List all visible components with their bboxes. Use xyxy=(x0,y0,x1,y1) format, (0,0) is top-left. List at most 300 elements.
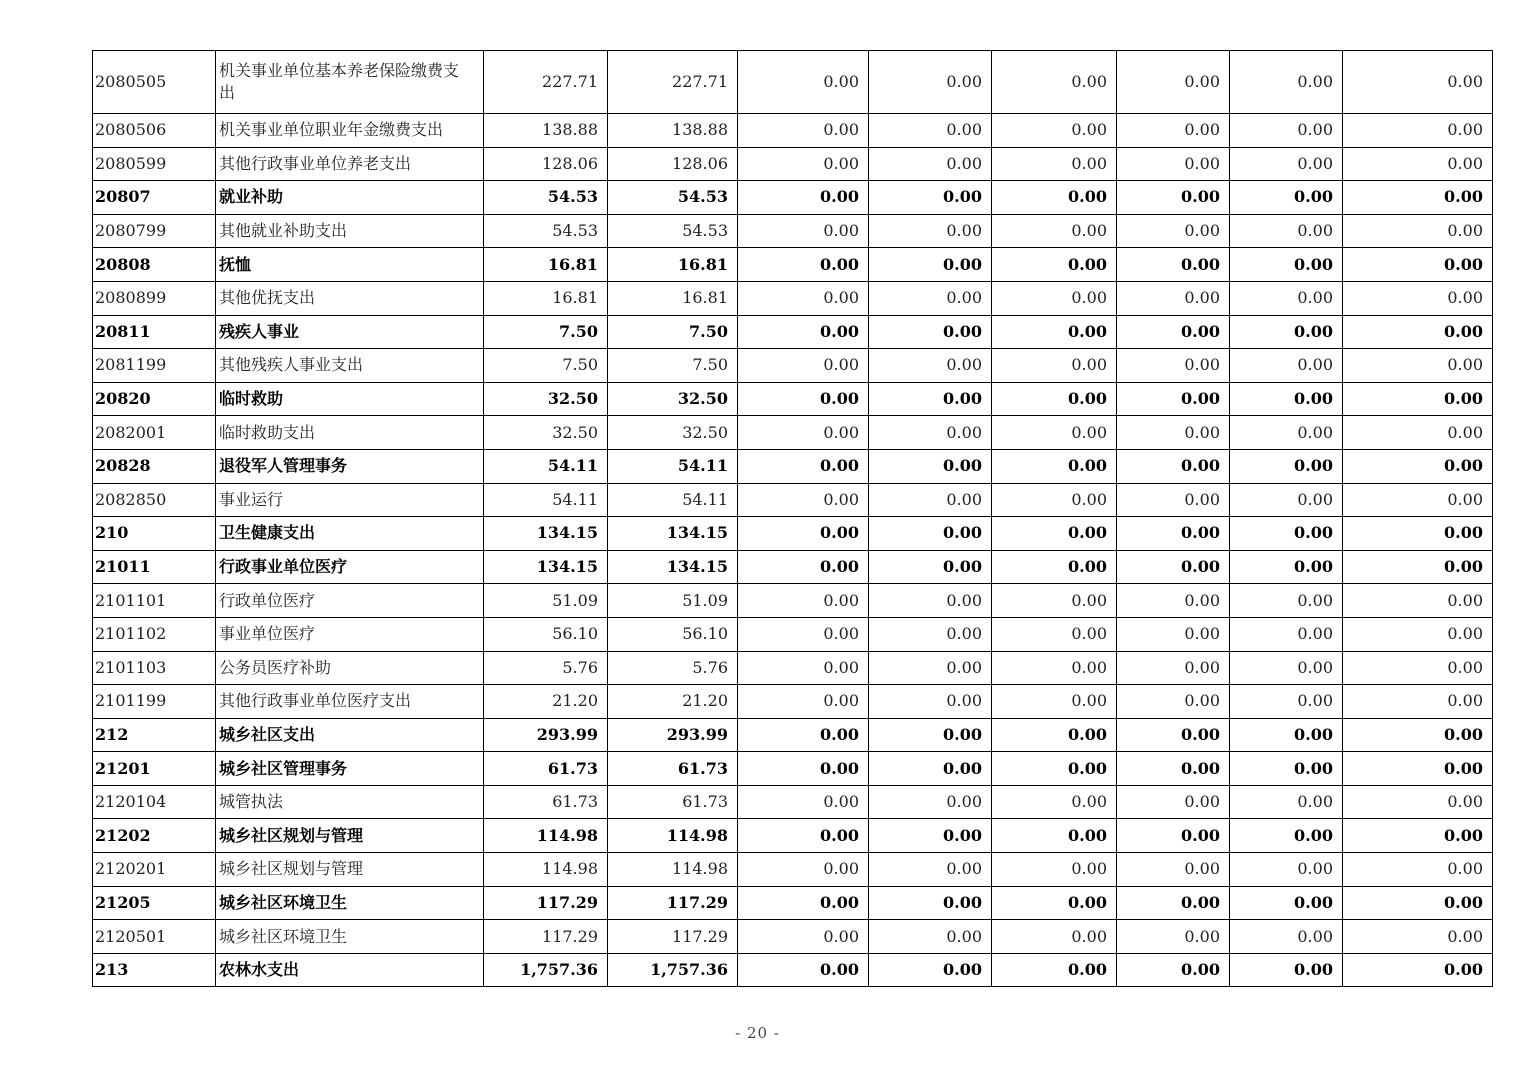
amount-cell: 61.73 xyxy=(608,785,738,819)
amount-cell: 0.00 xyxy=(1230,752,1343,786)
table-row xyxy=(93,785,1493,819)
amount-cell: 0.00 xyxy=(1117,517,1230,551)
amount-cell: 0.00 xyxy=(1230,718,1343,752)
amount-cell: 0.00 xyxy=(992,617,1117,651)
subject-code-cell: 210 xyxy=(93,517,216,551)
subject-name-cell: 就业补助 xyxy=(216,181,484,215)
amount-cell: 54.11 xyxy=(484,449,608,483)
amount-cell: 0.00 xyxy=(1230,584,1343,618)
table-row xyxy=(93,550,1493,584)
subject-code-cell: 213 xyxy=(93,953,216,987)
amount-cell: 0.00 xyxy=(992,214,1117,248)
amount-cell: 0.00 xyxy=(869,953,992,987)
subject-name-cell: 城乡社区环境卫生 xyxy=(216,920,484,954)
amount-cell: 0.00 xyxy=(1343,214,1493,248)
amount-cell: 21.20 xyxy=(608,685,738,719)
table-row xyxy=(93,315,1493,349)
amount-cell: 0.00 xyxy=(738,147,869,181)
amount-cell: 0.00 xyxy=(738,349,869,383)
table-row xyxy=(93,449,1493,483)
amount-cell: 0.00 xyxy=(1343,181,1493,215)
subject-code-cell: 21202 xyxy=(93,819,216,853)
amount-cell: 0.00 xyxy=(1343,953,1493,987)
amount-cell: 293.99 xyxy=(608,718,738,752)
amount-cell: 0.00 xyxy=(869,382,992,416)
amount-cell: 0.00 xyxy=(738,853,869,887)
subject-code-cell: 20828 xyxy=(93,449,216,483)
subject-code-cell: 2101101 xyxy=(93,584,216,618)
amount-cell: 0.00 xyxy=(1343,349,1493,383)
subject-name-cell: 残疾人事业 xyxy=(216,315,484,349)
amount-cell: 0.00 xyxy=(1343,449,1493,483)
amount-cell: 0.00 xyxy=(738,281,869,315)
amount-cell: 0.00 xyxy=(738,886,869,920)
subject-name-cell: 卫生健康支出 xyxy=(216,517,484,551)
subject-name-cell: 城乡社区支出 xyxy=(216,718,484,752)
amount-cell: 134.15 xyxy=(608,517,738,551)
amount-cell: 0.00 xyxy=(992,483,1117,517)
amount-cell: 0.00 xyxy=(1230,382,1343,416)
subject-code-cell: 21201 xyxy=(93,752,216,786)
amount-cell: 114.98 xyxy=(608,819,738,853)
amount-cell: 0.00 xyxy=(738,718,869,752)
amount-cell: 117.29 xyxy=(608,920,738,954)
amount-cell: 0.00 xyxy=(1343,752,1493,786)
page-number: - 20 - xyxy=(735,1024,780,1042)
amount-cell: 54.53 xyxy=(484,181,608,215)
amount-cell: 54.11 xyxy=(608,483,738,517)
amount-cell: 0.00 xyxy=(992,920,1117,954)
subject-name-cell: 事业单位医疗 xyxy=(216,617,484,651)
amount-cell: 0.00 xyxy=(1343,114,1493,148)
amount-cell: 128.06 xyxy=(484,147,608,181)
table-row xyxy=(93,651,1493,685)
amount-cell: 61.73 xyxy=(484,752,608,786)
subject-code-cell: 212 xyxy=(93,718,216,752)
amount-cell: 0.00 xyxy=(992,51,1117,114)
table-row xyxy=(93,382,1493,416)
amount-cell: 32.50 xyxy=(608,382,738,416)
subject-name-cell: 其他行政事业单位养老支出 xyxy=(216,147,484,181)
amount-cell: 0.00 xyxy=(1343,550,1493,584)
subject-code-cell: 20808 xyxy=(93,248,216,282)
amount-cell: 0.00 xyxy=(869,114,992,148)
amount-cell: 0.00 xyxy=(992,517,1117,551)
amount-cell: 0.00 xyxy=(738,584,869,618)
amount-cell: 0.00 xyxy=(1117,248,1230,282)
amount-cell: 0.00 xyxy=(869,248,992,282)
amount-cell: 0.00 xyxy=(1117,584,1230,618)
table-row xyxy=(93,819,1493,853)
amount-cell: 0.00 xyxy=(1230,920,1343,954)
amount-cell: 0.00 xyxy=(1230,651,1343,685)
subject-name-cell: 行政单位医疗 xyxy=(216,584,484,618)
amount-cell: 0.00 xyxy=(1117,51,1230,114)
amount-cell: 128.06 xyxy=(608,147,738,181)
amount-cell: 1,757.36 xyxy=(608,953,738,987)
subject-name-cell: 抚恤 xyxy=(216,248,484,282)
amount-cell: 0.00 xyxy=(1343,51,1493,114)
amount-cell: 7.50 xyxy=(484,349,608,383)
amount-cell: 227.71 xyxy=(484,51,608,114)
amount-cell: 0.00 xyxy=(869,416,992,450)
table-row xyxy=(93,483,1493,517)
amount-cell: 0.00 xyxy=(992,685,1117,719)
amount-cell: 0.00 xyxy=(1117,953,1230,987)
subject-code-cell: 20807 xyxy=(93,181,216,215)
amount-cell: 0.00 xyxy=(992,651,1117,685)
amount-cell: 0.00 xyxy=(1230,819,1343,853)
amount-cell: 0.00 xyxy=(1343,281,1493,315)
amount-cell: 0.00 xyxy=(1117,785,1230,819)
amount-cell: 0.00 xyxy=(1230,114,1343,148)
amount-cell: 16.81 xyxy=(608,281,738,315)
subject-name-cell: 其他行政事业单位医疗支出 xyxy=(216,685,484,719)
subject-code-cell: 2080599 xyxy=(93,147,216,181)
amount-cell: 0.00 xyxy=(992,449,1117,483)
amount-cell: 61.73 xyxy=(484,785,608,819)
amount-cell: 0.00 xyxy=(992,248,1117,282)
amount-cell: 0.00 xyxy=(1230,281,1343,315)
amount-cell: 0.00 xyxy=(1117,685,1230,719)
table-row xyxy=(93,147,1493,181)
subject-name-cell: 退役军人管理事务 xyxy=(216,449,484,483)
amount-cell: 0.00 xyxy=(738,953,869,987)
amount-cell: 21.20 xyxy=(484,685,608,719)
amount-cell: 227.71 xyxy=(608,51,738,114)
subject-name-cell: 其他就业补助支出 xyxy=(216,214,484,248)
amount-cell: 0.00 xyxy=(1230,349,1343,383)
table-row xyxy=(93,349,1493,383)
amount-cell: 51.09 xyxy=(484,584,608,618)
amount-cell: 0.00 xyxy=(738,416,869,450)
amount-cell: 56.10 xyxy=(484,617,608,651)
table-row xyxy=(93,51,1493,114)
subject-name-cell: 行政事业单位医疗 xyxy=(216,550,484,584)
amount-cell: 0.00 xyxy=(1230,315,1343,349)
table-row xyxy=(93,181,1493,215)
table-row xyxy=(93,584,1493,618)
amount-cell: 0.00 xyxy=(869,181,992,215)
amount-cell: 61.73 xyxy=(608,752,738,786)
amount-cell: 0.00 xyxy=(869,617,992,651)
amount-cell: 0.00 xyxy=(1117,416,1230,450)
subject-name-cell: 城乡社区管理事务 xyxy=(216,752,484,786)
amount-cell: 0.00 xyxy=(1343,483,1493,517)
amount-cell: 0.00 xyxy=(1343,248,1493,282)
amount-cell: 32.50 xyxy=(484,416,608,450)
amount-cell: 5.76 xyxy=(608,651,738,685)
subject-code-cell: 2101103 xyxy=(93,651,216,685)
amount-cell: 51.09 xyxy=(608,584,738,618)
amount-cell: 54.53 xyxy=(484,214,608,248)
amount-cell: 0.00 xyxy=(869,685,992,719)
amount-cell: 0.00 xyxy=(738,685,869,719)
amount-cell: 0.00 xyxy=(992,147,1117,181)
subject-name-cell: 农林水支出 xyxy=(216,953,484,987)
amount-cell: 1,757.36 xyxy=(484,953,608,987)
amount-cell: 54.53 xyxy=(608,181,738,215)
amount-cell: 0.00 xyxy=(1117,920,1230,954)
amount-cell: 0.00 xyxy=(869,51,992,114)
amount-cell: 16.81 xyxy=(484,248,608,282)
amount-cell: 0.00 xyxy=(992,550,1117,584)
amount-cell: 0.00 xyxy=(1343,886,1493,920)
amount-cell: 0.00 xyxy=(992,752,1117,786)
amount-cell: 0.00 xyxy=(1343,147,1493,181)
amount-cell: 0.00 xyxy=(738,382,869,416)
amount-cell: 0.00 xyxy=(1117,819,1230,853)
amount-cell: 7.50 xyxy=(608,315,738,349)
amount-cell: 0.00 xyxy=(1230,785,1343,819)
table-row xyxy=(93,214,1493,248)
amount-cell: 0.00 xyxy=(1343,819,1493,853)
amount-cell: 0.00 xyxy=(992,718,1117,752)
subject-code-cell: 2120201 xyxy=(93,853,216,887)
amount-cell: 0.00 xyxy=(869,349,992,383)
amount-cell: 0.00 xyxy=(1230,517,1343,551)
amount-cell: 0.00 xyxy=(1117,214,1230,248)
amount-cell: 117.29 xyxy=(484,920,608,954)
subject-name-cell: 临时救助支出 xyxy=(216,416,484,450)
amount-cell: 0.00 xyxy=(738,651,869,685)
amount-cell: 0.00 xyxy=(992,785,1117,819)
amount-cell: 0.00 xyxy=(738,483,869,517)
amount-cell: 0.00 xyxy=(1230,853,1343,887)
subject-code-cell: 2080799 xyxy=(93,214,216,248)
amount-cell: 0.00 xyxy=(1343,584,1493,618)
table-row xyxy=(93,114,1493,148)
amount-cell: 0.00 xyxy=(1230,181,1343,215)
amount-cell: 0.00 xyxy=(992,281,1117,315)
amount-cell: 0.00 xyxy=(1117,181,1230,215)
subject-code-cell: 2120104 xyxy=(93,785,216,819)
amount-cell: 0.00 xyxy=(992,315,1117,349)
amount-cell: 0.00 xyxy=(1343,685,1493,719)
amount-cell: 134.15 xyxy=(484,517,608,551)
amount-cell: 0.00 xyxy=(738,617,869,651)
subject-code-cell: 2080506 xyxy=(93,114,216,148)
subject-code-cell: 2080505 xyxy=(93,51,216,114)
amount-cell: 0.00 xyxy=(738,248,869,282)
table-row xyxy=(93,517,1493,551)
amount-cell: 0.00 xyxy=(869,853,992,887)
amount-cell: 0.00 xyxy=(738,449,869,483)
amount-cell: 0.00 xyxy=(1230,51,1343,114)
table-row xyxy=(93,752,1493,786)
amount-cell: 0.00 xyxy=(1117,651,1230,685)
amount-cell: 0.00 xyxy=(738,517,869,551)
table-row xyxy=(93,920,1493,954)
amount-cell: 32.50 xyxy=(608,416,738,450)
amount-cell: 7.50 xyxy=(484,315,608,349)
amount-cell: 117.29 xyxy=(608,886,738,920)
amount-cell: 0.00 xyxy=(992,953,1117,987)
subject-name-cell: 其他残疾人事业支出 xyxy=(216,349,484,383)
amount-cell: 0.00 xyxy=(738,214,869,248)
amount-cell: 0.00 xyxy=(992,819,1117,853)
subject-name-cell: 临时救助 xyxy=(216,382,484,416)
table-row xyxy=(93,718,1493,752)
amount-cell: 0.00 xyxy=(1117,718,1230,752)
table-row xyxy=(93,886,1493,920)
amount-cell: 0.00 xyxy=(869,785,992,819)
subject-code-cell: 2101102 xyxy=(93,617,216,651)
subject-code-cell: 20811 xyxy=(93,315,216,349)
subject-code-cell: 2080899 xyxy=(93,281,216,315)
amount-cell: 0.00 xyxy=(1230,214,1343,248)
table-row xyxy=(93,281,1493,315)
amount-cell: 0.00 xyxy=(992,886,1117,920)
subject-code-cell: 21205 xyxy=(93,886,216,920)
amount-cell: 0.00 xyxy=(738,752,869,786)
subject-name-cell: 其他优抚支出 xyxy=(216,281,484,315)
subject-name-cell: 公务员医疗补助 xyxy=(216,651,484,685)
table-body xyxy=(93,51,1493,987)
amount-cell: 138.88 xyxy=(484,114,608,148)
amount-cell: 0.00 xyxy=(738,181,869,215)
amount-cell: 0.00 xyxy=(869,651,992,685)
table-row xyxy=(93,853,1493,887)
amount-cell: 0.00 xyxy=(738,51,869,114)
amount-cell: 0.00 xyxy=(1117,886,1230,920)
amount-cell: 0.00 xyxy=(869,315,992,349)
subject-name-cell: 机关事业单位职业年金缴费支出 xyxy=(216,114,484,148)
amount-cell: 0.00 xyxy=(1230,416,1343,450)
amount-cell: 0.00 xyxy=(869,920,992,954)
subject-name-cell: 城乡社区环境卫生 xyxy=(216,886,484,920)
amount-cell: 0.00 xyxy=(1343,853,1493,887)
amount-cell: 0.00 xyxy=(869,449,992,483)
subject-name-cell: 城乡社区规划与管理 xyxy=(216,819,484,853)
amount-cell: 0.00 xyxy=(738,920,869,954)
amount-cell: 54.53 xyxy=(608,214,738,248)
subject-code-cell: 2120501 xyxy=(93,920,216,954)
amount-cell: 293.99 xyxy=(484,718,608,752)
amount-cell: 0.00 xyxy=(1230,886,1343,920)
amount-cell: 0.00 xyxy=(1117,550,1230,584)
amount-cell: 0.00 xyxy=(1343,382,1493,416)
amount-cell: 0.00 xyxy=(992,349,1117,383)
amount-cell: 0.00 xyxy=(1117,281,1230,315)
amount-cell: 0.00 xyxy=(869,718,992,752)
amount-cell: 0.00 xyxy=(1230,449,1343,483)
amount-cell: 0.00 xyxy=(1230,147,1343,181)
amount-cell: 0.00 xyxy=(869,214,992,248)
amount-cell: 0.00 xyxy=(869,550,992,584)
amount-cell: 0.00 xyxy=(1117,483,1230,517)
budget-table xyxy=(92,50,1493,987)
amount-cell: 0.00 xyxy=(1117,449,1230,483)
amount-cell: 0.00 xyxy=(738,114,869,148)
subject-code-cell: 2101199 xyxy=(93,685,216,719)
amount-cell: 0.00 xyxy=(1343,617,1493,651)
amount-cell: 0.00 xyxy=(1230,248,1343,282)
amount-cell: 0.00 xyxy=(1117,349,1230,383)
amount-cell: 0.00 xyxy=(1343,517,1493,551)
amount-cell: 114.98 xyxy=(484,819,608,853)
amount-cell: 0.00 xyxy=(869,584,992,618)
amount-cell: 0.00 xyxy=(1230,685,1343,719)
amount-cell: 0.00 xyxy=(1230,617,1343,651)
amount-cell: 0.00 xyxy=(1117,147,1230,181)
amount-cell: 134.15 xyxy=(484,550,608,584)
table-row xyxy=(93,685,1493,719)
amount-cell: 0.00 xyxy=(869,517,992,551)
amount-cell: 0.00 xyxy=(992,382,1117,416)
amount-cell: 16.81 xyxy=(484,281,608,315)
subject-code-cell: 21011 xyxy=(93,550,216,584)
amount-cell: 56.10 xyxy=(608,617,738,651)
amount-cell: 0.00 xyxy=(869,752,992,786)
amount-cell: 0.00 xyxy=(1343,920,1493,954)
amount-cell: 117.29 xyxy=(484,886,608,920)
amount-cell: 0.00 xyxy=(992,416,1117,450)
subject-code-cell: 2082001 xyxy=(93,416,216,450)
amount-cell: 0.00 xyxy=(992,853,1117,887)
amount-cell: 0.00 xyxy=(992,181,1117,215)
amount-cell: 0.00 xyxy=(1343,416,1493,450)
amount-cell: 7.50 xyxy=(608,349,738,383)
table-row xyxy=(93,248,1493,282)
amount-cell: 0.00 xyxy=(1343,718,1493,752)
amount-cell: 0.00 xyxy=(1230,550,1343,584)
amount-cell: 134.15 xyxy=(608,550,738,584)
subject-code-cell: 2081199 xyxy=(93,349,216,383)
amount-cell: 0.00 xyxy=(992,584,1117,618)
amount-cell: 0.00 xyxy=(1117,752,1230,786)
amount-cell: 0.00 xyxy=(869,819,992,853)
table-row xyxy=(93,416,1493,450)
amount-cell: 54.11 xyxy=(608,449,738,483)
amount-cell: 0.00 xyxy=(1117,382,1230,416)
amount-cell: 0.00 xyxy=(1117,853,1230,887)
amount-cell: 0.00 xyxy=(738,785,869,819)
amount-cell: 0.00 xyxy=(869,147,992,181)
amount-cell: 138.88 xyxy=(608,114,738,148)
amount-cell: 114.98 xyxy=(484,853,608,887)
amount-cell: 32.50 xyxy=(484,382,608,416)
amount-cell: 0.00 xyxy=(1230,483,1343,517)
subject-name-cell: 机关事业单位基本养老保险缴费支出 xyxy=(216,51,484,114)
amount-cell: 0.00 xyxy=(869,281,992,315)
amount-cell: 0.00 xyxy=(738,819,869,853)
amount-cell: 0.00 xyxy=(869,483,992,517)
amount-cell: 16.81 xyxy=(608,248,738,282)
amount-cell: 0.00 xyxy=(738,315,869,349)
amount-cell: 5.76 xyxy=(484,651,608,685)
amount-cell: 0.00 xyxy=(1117,315,1230,349)
subject-name-cell: 城乡社区规划与管理 xyxy=(216,853,484,887)
subject-name-cell: 城管执法 xyxy=(216,785,484,819)
amount-cell: 0.00 xyxy=(992,114,1117,148)
amount-cell: 0.00 xyxy=(1117,114,1230,148)
table-row xyxy=(93,617,1493,651)
amount-cell: 0.00 xyxy=(1343,651,1493,685)
amount-cell: 0.00 xyxy=(1343,785,1493,819)
amount-cell: 114.98 xyxy=(608,853,738,887)
subject-code-cell: 20820 xyxy=(93,382,216,416)
amount-cell: 0.00 xyxy=(869,886,992,920)
amount-cell: 0.00 xyxy=(1117,617,1230,651)
amount-cell: 0.00 xyxy=(1343,315,1493,349)
amount-cell: 0.00 xyxy=(738,550,869,584)
amount-cell: 54.11 xyxy=(484,483,608,517)
table-row xyxy=(93,953,1493,987)
subject-name-cell: 事业运行 xyxy=(216,483,484,517)
amount-cell: 0.00 xyxy=(1230,953,1343,987)
subject-code-cell: 2082850 xyxy=(93,483,216,517)
